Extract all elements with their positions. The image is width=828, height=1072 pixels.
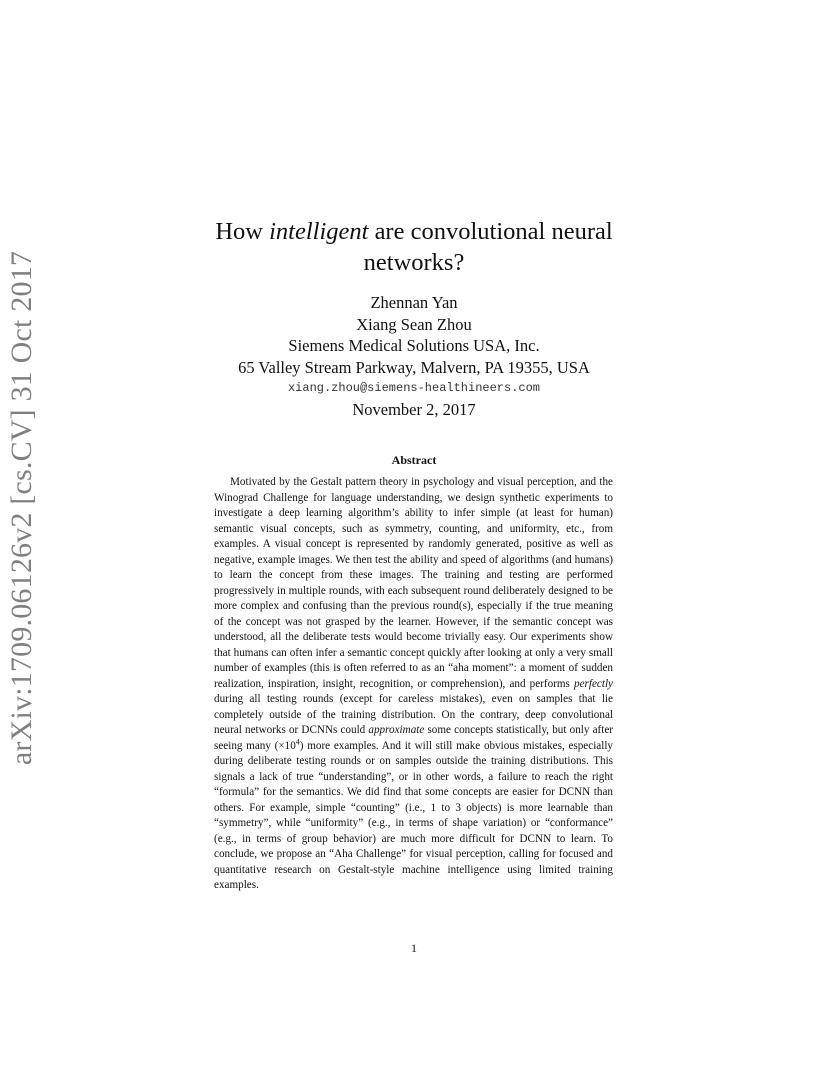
title-suffix: are convolutional neural networks? xyxy=(363,218,613,276)
page-number: 1 xyxy=(411,941,417,955)
abstract-body xyxy=(214,475,613,894)
abstract-emphasis: approximate xyxy=(368,724,425,736)
author-address: 65 Valley Stream Parkway, Malvern, PA 19355, USA xyxy=(238,357,590,377)
arxiv-identifier-stamp: arXiv:1709.06126v2 [cs.CV] 31 Oct 2017 xyxy=(5,250,38,766)
publication-date: November 2, 2017 xyxy=(352,400,476,419)
author-affiliation: Siemens Medical Solutions USA, Inc. xyxy=(288,336,540,355)
abstract-text: some concepts statistically, but only after seeing many (×10 xyxy=(214,724,613,752)
abstract-text: ) more examples. And it will still make obvious mistakes, especially during deliberate testing rounds or on samples outside the training distributions. This signals a lack of true “understanding”, or in other words, a failure to reach the right “formula” for the semantics. We did find that some concepts are easier for DCNN than others. For example, simple “counting” (i.e., 1 to 3 objects) is more learnable than “symmetry”, while “uniformity” (e.g., in terms of shape variation) or “conformance” (e.g., in terms of group behavior) are much more difficult for DCNN to learn. To conclude, we propose an “Aha Challenge” for visual perception, calling for focused and quantitative research on Gestalt-style machine intelligence using limited training examples. xyxy=(214,739,613,891)
abstract-superscript: 4 xyxy=(295,736,300,746)
paper-title xyxy=(200,216,628,278)
abstract-text: during all testing rounds (except for careless mistakes), even on samples that lie completely outside of the training distribution. On the contrary, deep convolutional neural networks or DCNNs could xyxy=(214,693,613,736)
title-emphasis: intelligent xyxy=(269,218,369,245)
title-prefix: How xyxy=(215,218,270,245)
abstract-text: Motivated by the Gestalt pattern theory in psychology and visual perception, and the Winograd Challenge for language understanding, we design synthetic experiments to investigate a deep learning algorithm’s ability to infer simple (at least for human) semantic visual concepts, such as symmetry, counting, and uniformity, etc., from examples. A visual concept is represented by randomly generated, positive as well as negative, example images. We then test the ability and speed of algorithms (and humans) to learn the concept from these images. The training and testing are performed progressively in multiple rounds, with each subsequent round deliberately designed to be more complex and confusing than the previous round(s), especially if the true meaning of the concept was not grasped by the learner. However, if the semantic concept was understood, all the deliberate tests would become trivially easy. Our experiments show that humans can often infer a semantic concept quickly after looking at only a very small number of examples (this is often referred to as an “aha moment”: a moment of sudden realization, inspiration, insight, recognition, or comprehension), and performs xyxy=(214,476,613,690)
author-email[interactable]: xiang.zhou@siemens-healthineers.com xyxy=(287,381,541,395)
abstract-heading: Abstract xyxy=(391,453,437,467)
author-block xyxy=(200,292,628,397)
author-name: Xiang Sean Zhou xyxy=(356,314,472,334)
abstract-emphasis: perfectly xyxy=(574,677,613,690)
author-name: Zhennan Yan xyxy=(370,293,458,312)
